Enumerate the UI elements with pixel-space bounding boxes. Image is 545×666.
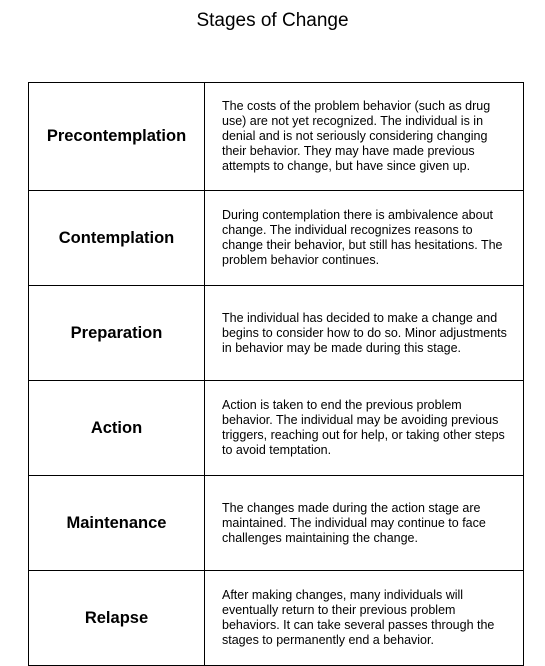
stage-description-precontemplation: The costs of the problem behavior (such as drug use) are not yet recognized. The individual is in denial and is not seriously considering changing their behavior. They may have made previous attempts to change, but have since given up. xyxy=(205,83,524,191)
table-row xyxy=(29,286,524,381)
stage-name-relapse: Relapse xyxy=(29,571,205,666)
stage-name-preparation: Preparation xyxy=(29,286,205,381)
page-title: Stages of Change xyxy=(196,10,349,31)
table-row xyxy=(29,381,524,476)
stage-description-contemplation: During contemplation there is ambivalence about change. The individual recognizes reasons to change their behavior, but still has hesitations. The problem behavior continues. xyxy=(205,191,524,286)
stage-name-precontemplation: Precontemplation xyxy=(29,83,205,191)
table-row xyxy=(29,571,524,666)
stage-description-maintenance: The changes made during the action stage are maintained. The individual may continue to face challenges maintaining the change. xyxy=(205,476,524,571)
stage-description-action: Action is taken to end the previous problem behavior. The individual may be avoiding previous triggers, reaching out for help, or taking other steps to avoid temptation. xyxy=(205,381,524,476)
table-row xyxy=(29,83,524,191)
table-row xyxy=(29,476,524,571)
stage-name-contemplation: Contemplation xyxy=(29,191,205,286)
stage-description-preparation: The individual has decided to make a change and begins to consider how to do so. Minor adjustments in behavior may be made during this stage. xyxy=(205,286,524,381)
stage-name-action: Action xyxy=(29,381,205,476)
table-row xyxy=(29,191,524,286)
stage-name-maintenance: Maintenance xyxy=(29,476,205,571)
stages-table xyxy=(28,82,524,666)
stage-description-relapse: After making changes, many individuals will eventually return to their previous problem behaviors. It can take several passes through the stages to permanently end a behavior. xyxy=(205,571,524,666)
